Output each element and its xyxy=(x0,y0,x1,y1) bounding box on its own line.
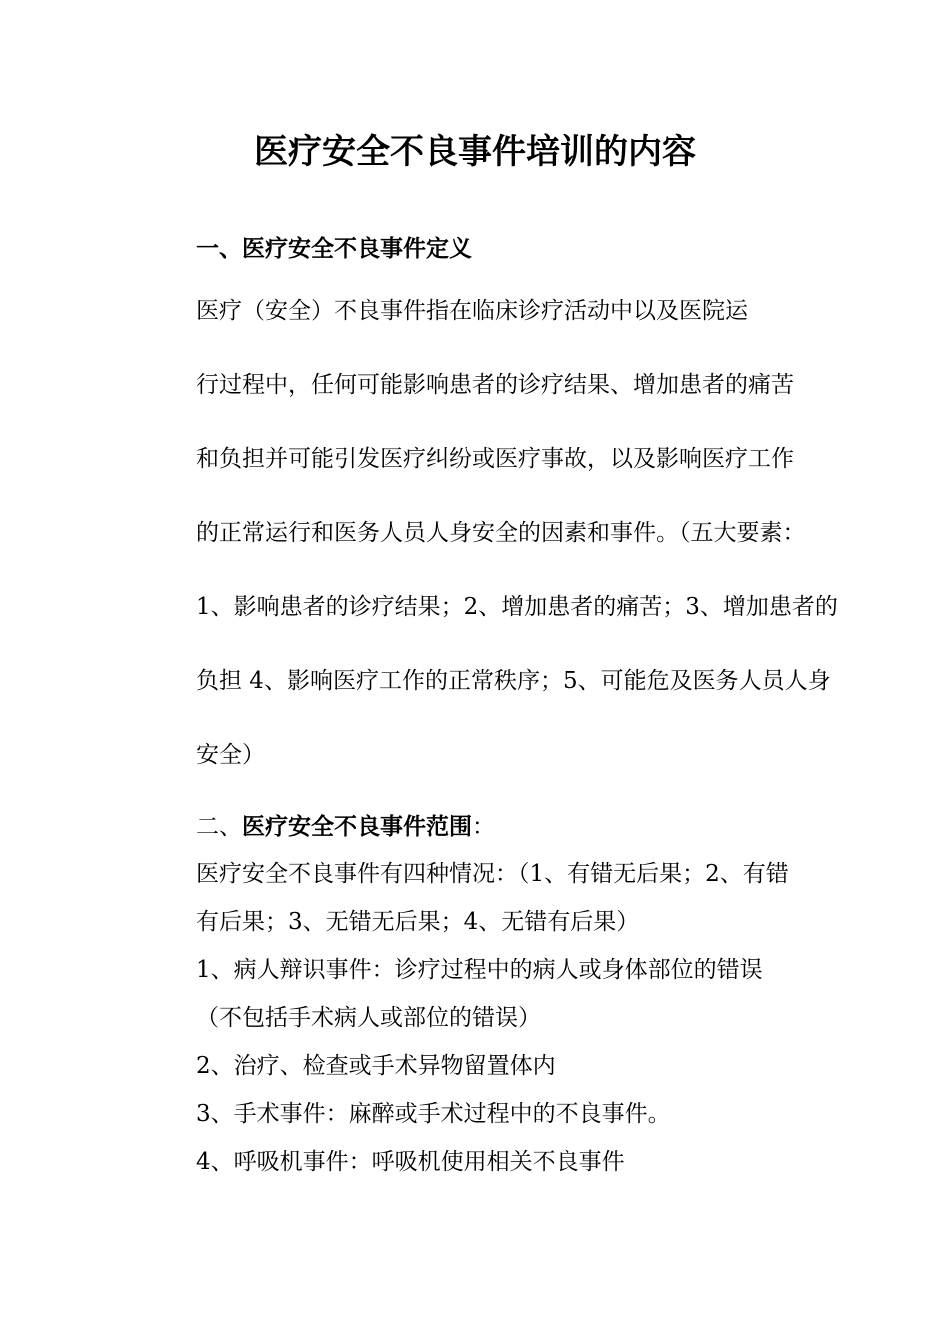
section2-heading-text: 医疗安全不良事件范围 xyxy=(242,813,472,840)
section1-heading xyxy=(146,226,810,272)
definition-line: 医疗（安全）不良事件指在临床诊疗活动中以及医院运 xyxy=(196,298,748,324)
scope-item-1 xyxy=(146,946,810,1042)
scope-intro-line: 有后果；3、无错无后果；4、无错有后果） xyxy=(196,909,640,935)
scope-item-4: 4、呼吸机事件：呼吸机使用相关不良事件 xyxy=(196,1149,625,1175)
definition-line: 负担 4、影响医疗工作的正常秩序；5、可能危及医务人员人身 xyxy=(196,668,831,694)
definition-line: 1、影响患者的诊疗结果；2、增加患者的痛苦；3、增加患者的 xyxy=(196,594,838,620)
definition-line: 行过程中，任何可能影响患者的诊疗结果、增加患者的痛苦 xyxy=(196,372,794,398)
section2-heading xyxy=(146,804,810,850)
scope-intro-line: 医疗安全不良事件有四种情况：（1、有错无后果；2、有错 xyxy=(196,861,789,887)
definition-line: 和负担并可能引发医疗纠纷或医疗事故，以及影响医疗工作 xyxy=(196,446,794,472)
document-title: 医疗安全不良事件培训的内容 xyxy=(254,132,696,172)
scope-item-1-line: 1、病人辩识事件：诊疗过程中的病人或身体部位的错误 xyxy=(196,957,763,983)
section1-heading-text: 一、医疗安全不良事件定义 xyxy=(196,235,472,262)
definition-paragraph xyxy=(146,274,838,792)
section2-heading-suffix: ： xyxy=(472,814,495,840)
scope-item-3: 3、手术事件：麻醉或手术过程中的不良事件。 xyxy=(196,1101,671,1127)
scope-item-2: 2、治疗、检查或手术异物留置体内 xyxy=(196,1053,556,1079)
section2-heading-prefix: 二、 xyxy=(196,814,242,840)
definition-line: 安全） xyxy=(196,742,265,768)
scope-item-1-line: （不包括手术病人或部位的错误） xyxy=(196,1005,541,1031)
scope-intro-paragraph xyxy=(146,850,810,946)
definition-line: 的正常运行和医务人员人身安全的因素和事件。（五大要素： xyxy=(196,520,806,546)
document-body xyxy=(146,226,838,1186)
